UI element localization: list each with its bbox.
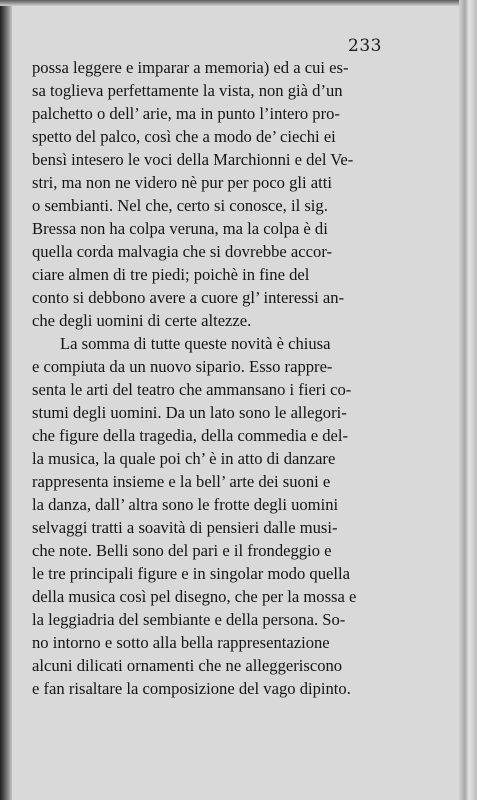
text-line: bensì intesero le voci della Marchionni e del Ve- xyxy=(32,150,354,169)
text-line: sa toglieva perfettamente la vista, non già d’un xyxy=(32,81,343,100)
text-line: possa leggere e imparar a memoria) ed a cui es- xyxy=(32,58,349,77)
text-line: le tre principali figure e in singolar modo quella xyxy=(32,564,350,583)
text-line: palchetto o dell’ arie, ma in punto l’intero pro- xyxy=(32,104,340,123)
text-line: spetto del palco, così che a modo de’ ciechi ei xyxy=(32,127,336,146)
text-line: che figure della tragedia, della commedia e del- xyxy=(32,426,349,445)
text-line: e fan risaltare la composizione del vago dipinto. xyxy=(32,679,351,698)
text-line: stri, ma non ne videro nè pur per poco gli atti xyxy=(32,173,332,192)
text-line: Bressa non ha colpa veruna, ma la colpa è di xyxy=(32,219,328,238)
text-line: o sembianti. Nel che, certo si conosce, il sig. xyxy=(32,196,328,215)
text-line: la danza, dall’ altra sono le frotte degli uomini xyxy=(32,495,339,514)
text-line: che degli uomini di certe altezze. xyxy=(32,311,252,330)
page-number: 233 xyxy=(348,36,382,56)
text-line: no intorno e sotto alla bella rappresentazione xyxy=(32,633,330,652)
text-line: quella corda malvagia che si dovrebbe accor- xyxy=(32,242,333,261)
text-line: selvaggi tratti a soavità di pensieri dalle musi- xyxy=(32,518,338,537)
text-line: ciare almen di tre piedi; poichè in fine del xyxy=(32,265,310,284)
text-line: conto si debbono avere a cuore gl’ interessi an- xyxy=(32,288,345,307)
text-line: stumi degli uomini. Da un lato sono le allegori- xyxy=(32,403,347,422)
text-line: la leggiadria del sembiante e della persona. So- xyxy=(32,610,346,629)
text-line: rappresenta insieme e la bell’ arte dei suoni e xyxy=(32,472,331,491)
text-line: alcuni dilicati ornamenti che ne alleggeriscono xyxy=(32,656,343,675)
text-line: che note. Belli sono del pari e il frondeggio e xyxy=(32,541,332,560)
text-line: e compiuta da un nuovo sipario. Esso rappre- xyxy=(32,357,333,376)
text-line: senta le arti del teatro che ammansano i fieri co- xyxy=(32,380,352,399)
text-line: della musica così pel disegno, che per la mossa e xyxy=(32,587,357,606)
text-line: la musica, la quale poi ch’ è in atto di danzare xyxy=(32,449,336,468)
text-line: La somma di tutte queste novità è chiusa xyxy=(60,334,331,353)
